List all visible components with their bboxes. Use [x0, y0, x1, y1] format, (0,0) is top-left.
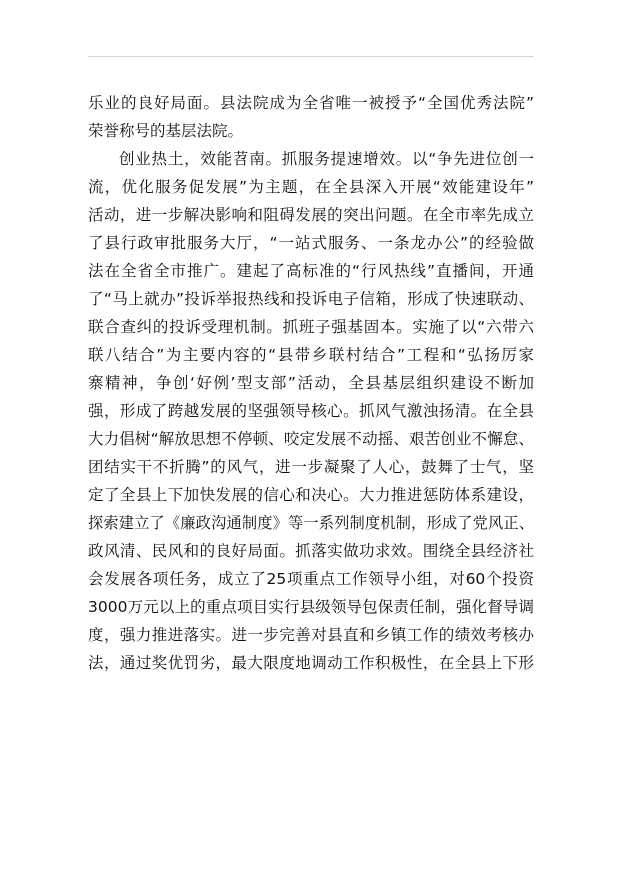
text-line: 乐业的良好局面。县法院成为全省唯一被授予“全国优秀法院” — [88, 94, 534, 112]
text-line: 会发展各项任务，成立了25项重点工作领导小组，对60个投资 — [88, 570, 534, 588]
text-line: 定了全县上下加快发展的信心和决心。大力推进惩防体系建设， — [88, 486, 534, 504]
header-rule — [88, 56, 534, 57]
text-line: 流，优化服务促发展”为主题，在全县深入开展“效能建设年” — [88, 178, 534, 196]
text-line: 探索建立了《廉政沟通制度》等一系列制度机制，形成了党风正、 — [88, 514, 534, 532]
text-line: 团结实干不折腾”的风气，进一步凝聚了人心，鼓舞了士气，坚 — [88, 458, 534, 476]
text-line: 度，强力推进落实。进一步完善对县直和乡镇工作的绩效考核办 — [88, 626, 534, 644]
text-line: 活动，进一步解决影响和阻碍发展的突出问题。在全市率先成立 — [88, 206, 534, 224]
text-line: 联八结合”为主要内容的“县带乡联村结合”工程和“弘扬厉家 — [88, 346, 534, 364]
text-line: 法，通过奖优罚劣，最大限度地调动工作积极性，在全县上下形 — [88, 654, 534, 672]
text-line: 3000万元以上的重点项目实行县级领导包保责任制，强化督导调 — [88, 598, 534, 616]
text-line: 了“马上就办”投诉举报热线和投诉电子信箱，形成了快速联动、 — [88, 290, 534, 308]
paragraph-first-line: 创业热土，效能苕南。抓服务提速增效。以“争先进位创一 — [119, 150, 534, 168]
text-line: 政风清、民风和的良好局面。抓落实做功求效。围绕全县经济社 — [88, 542, 534, 560]
text-line: 荣誉称号的基层法院。 — [88, 122, 244, 140]
text-line: 联合查纠的投诉受理机制。抓班子强基固本。实施了以“六带六 — [88, 318, 534, 336]
text-line: 了县行政审批服务大厅，“一站式服务、一条龙办公”的经验做 — [88, 234, 534, 252]
text-line: 大力倡树“解放思想不停顿、咬定发展不动摇、艰苦创业不懈怠、 — [88, 430, 534, 448]
text-line: 强，形成了跨越发展的坚强领导核心。抓风气激浊扬清。在全县 — [88, 402, 534, 420]
text-line: 法在全省全市推广。建起了高标准的“行风热线”直播间，开通 — [88, 262, 534, 280]
text-line: 寨精神，争创‘好例’型支部”活动，全县基层组织建设不断加 — [88, 374, 534, 392]
document-body — [88, 89, 534, 677]
